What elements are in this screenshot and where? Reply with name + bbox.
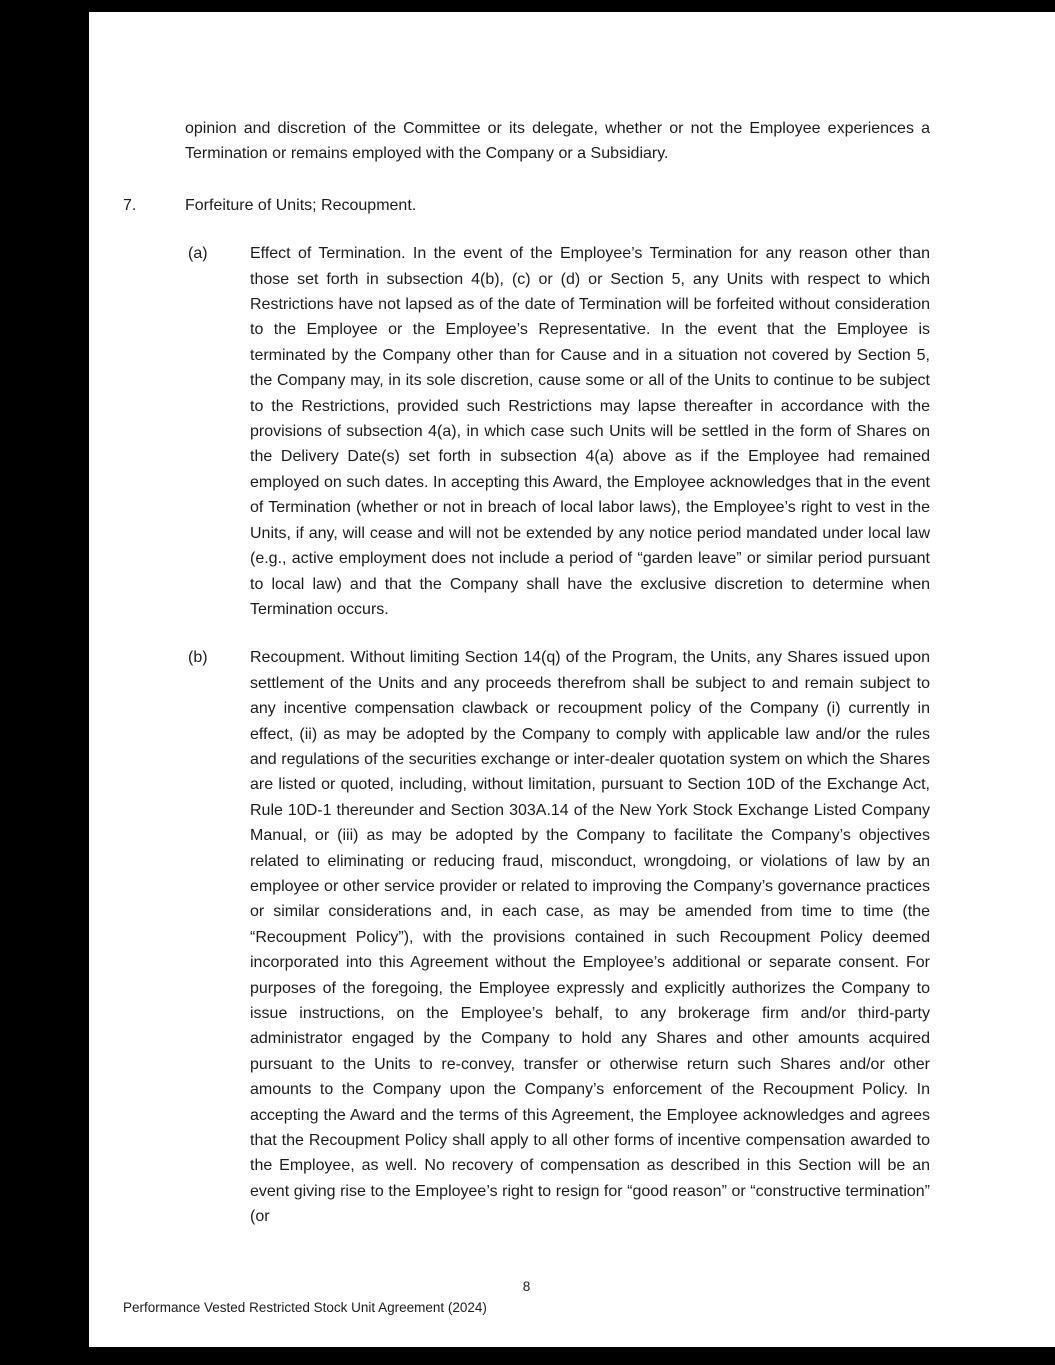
continuation-paragraph: opinion and discretion of the Committee or its delegate, whether or not the Employee experiences a Termination or remains employed with the Company or a Subsidiary. <box>185 120 930 163</box>
page-content <box>89 12 1055 1230</box>
page-number: 8 <box>522 1279 531 1294</box>
section-number: 7. <box>123 196 137 214</box>
document-page <box>89 12 1055 1347</box>
subsection-a-text: Effect of Termination. In the event of the Employee’s Termination for any reason other than those set forth in subsection 4(b), (c) or (d) or Section 5, any Units with respect to which Restrictions have not lapsed as of the date of Termination will be forfeited without consideration to the Employee or the Employee’s Representative. In the event that the Employee is terminated by the Company other than for Cause and in a situation not covered by Section 5, the Company may, in its sole discretion, cause some or all of the Units to continue to be subject to the Restrictions, provided such Restrictions may lapse thereafter in accordance with the provisions of subsection 4(a), in which case such Units will be settled in the form of Shares on the Delivery Date(s) set forth in subsection 4(a) above as if the Employee had remained employed on such dates. In accepting this Award, the Employee acknowledges that in the event of Termination (whether or not in breach of local labor laws), the Employee’s right to vest in the Units, if any, will cease and will not be extended by any notice period mandated under local law (e.g., active employment does not include a period of “garden leave” or similar period pursuant to local law) and that the Company shall have the exclusive discretion to determine when Termination occurs. <box>250 245 930 618</box>
subsection-b-label: (b) <box>188 649 208 667</box>
subsection-b <box>185 645 930 1229</box>
section-heading-row <box>123 193 930 218</box>
subsection-a <box>185 241 930 622</box>
footer-text: Performance Vested Restricted Stock Unit Agreement (2024) <box>123 1300 487 1315</box>
subsection-a-label: (a) <box>188 245 208 263</box>
section-title: Forfeiture of Units; Recoupment. <box>185 196 417 214</box>
subsection-b-text: Recoupment. Without limiting Section 14(q) of the Program, the Units, any Shares issued upon settlement of the Units and any proceeds therefrom shall be subject to and remain subject to any incentive compensation clawback or recoupment policy of the Company (i) currently in effect, (ii) as may be adopted by the Company to comply with applicable law and/or the rules and regulations of the securities exchange or inter-dealer quotation system on which the Shares are listed or quoted, including, without limitation, pursuant to Section 10D of the Exchange Act, Rule 10D-1 thereunder and Section 303A.14 of the New York Stock Exchange Listed Company Manual, or (iii) as may be adopted by the Company to facilitate the Company’s objectives related to eliminating or reducing fraud, misconduct, wrongdoing, or violations of law by an employee or other service provider or related to improving the Company’s governance practices or similar considerations and, in each case, as may be amended from time to time (the “Recoupment Policy”), with the provisions contained in such Recoupment Policy deemed incorporated into this Agreement without the Employee’s additional or separate consent. For purposes of the foregoing, the Employee expressly and explicitly authorizes the Company to issue instructions, on the Employee’s behalf, to any brokerage firm and/or third-party administrator engaged by the Company to hold any Shares and other amounts acquired pursuant to the Units to re-convey, transfer or otherwise return such Shares and/or other amounts to the Company upon the Company’s enforcement of the Recoupment Policy. In accepting the Award and the terms of this Agreement, the Employee acknowledges and agrees that the Recoupment Policy shall apply to all other forms of incentive compensation awarded to the Employee, as well. No recovery of compensation as described in this Section will be an event giving rise to the Employee’s right to resign for “good reason” or “constructive termination” (or <box>250 649 930 1226</box>
